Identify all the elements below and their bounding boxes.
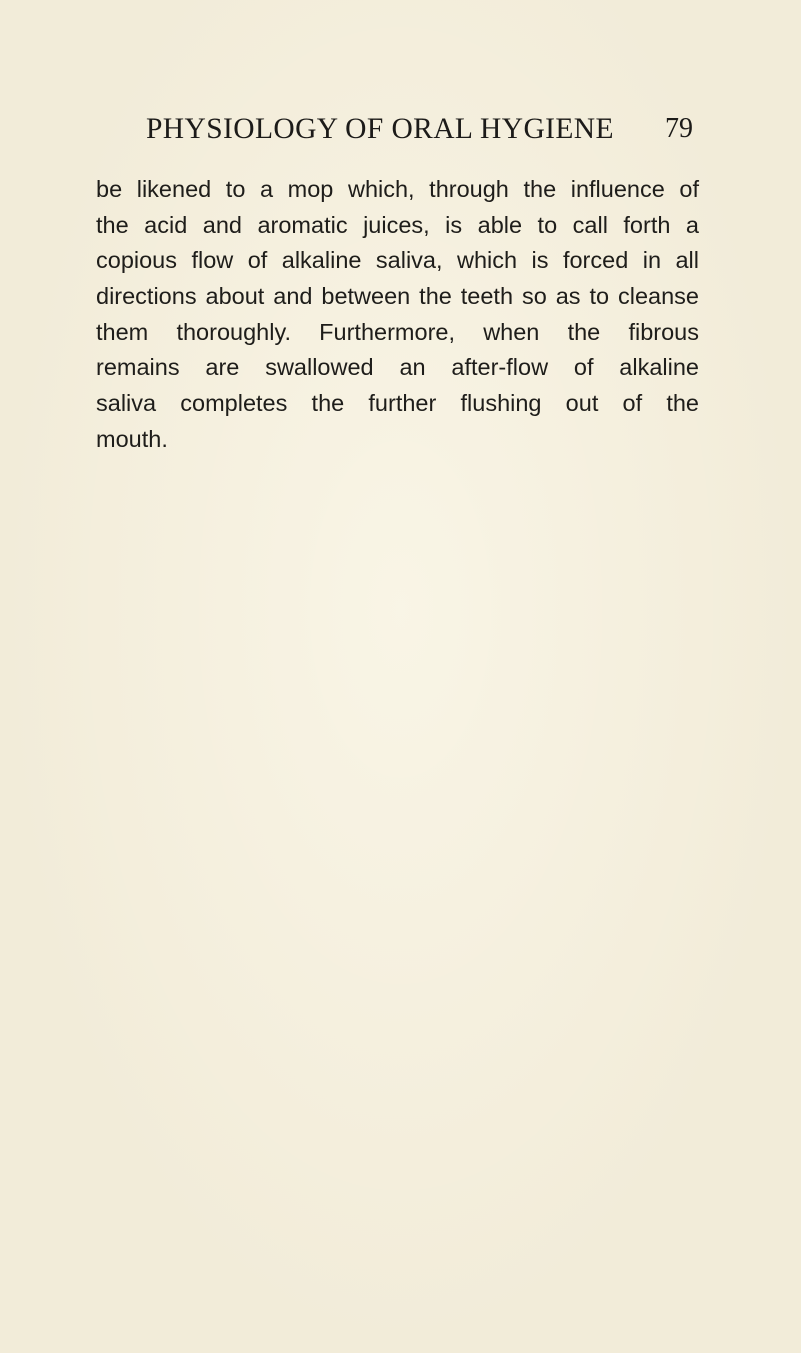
body-paragraph xyxy=(96,172,699,458)
text-line: them thoroughly. Furthermore, when the fibrous xyxy=(96,318,699,345)
running-head xyxy=(146,113,693,153)
running-head-title: PHYSIOLOGY OF ORAL HYGIENE xyxy=(146,113,614,145)
text-line: saliva completes the further flushing out of the xyxy=(96,390,699,417)
text-line: directions about and between the teeth so as to cleanse xyxy=(96,283,699,310)
text-line: the acid and aromatic juices, is able to call forth a xyxy=(96,211,699,238)
page-number: 79 xyxy=(665,113,693,144)
text-line: be likened to a mop which, through the influence of xyxy=(96,176,699,202)
text-line: remains are swallowed an after-flow of alkaline xyxy=(96,354,699,381)
text-line: mouth. xyxy=(96,425,168,452)
text-line: copious flow of alkaline saliva, which is forced in all xyxy=(96,247,699,274)
